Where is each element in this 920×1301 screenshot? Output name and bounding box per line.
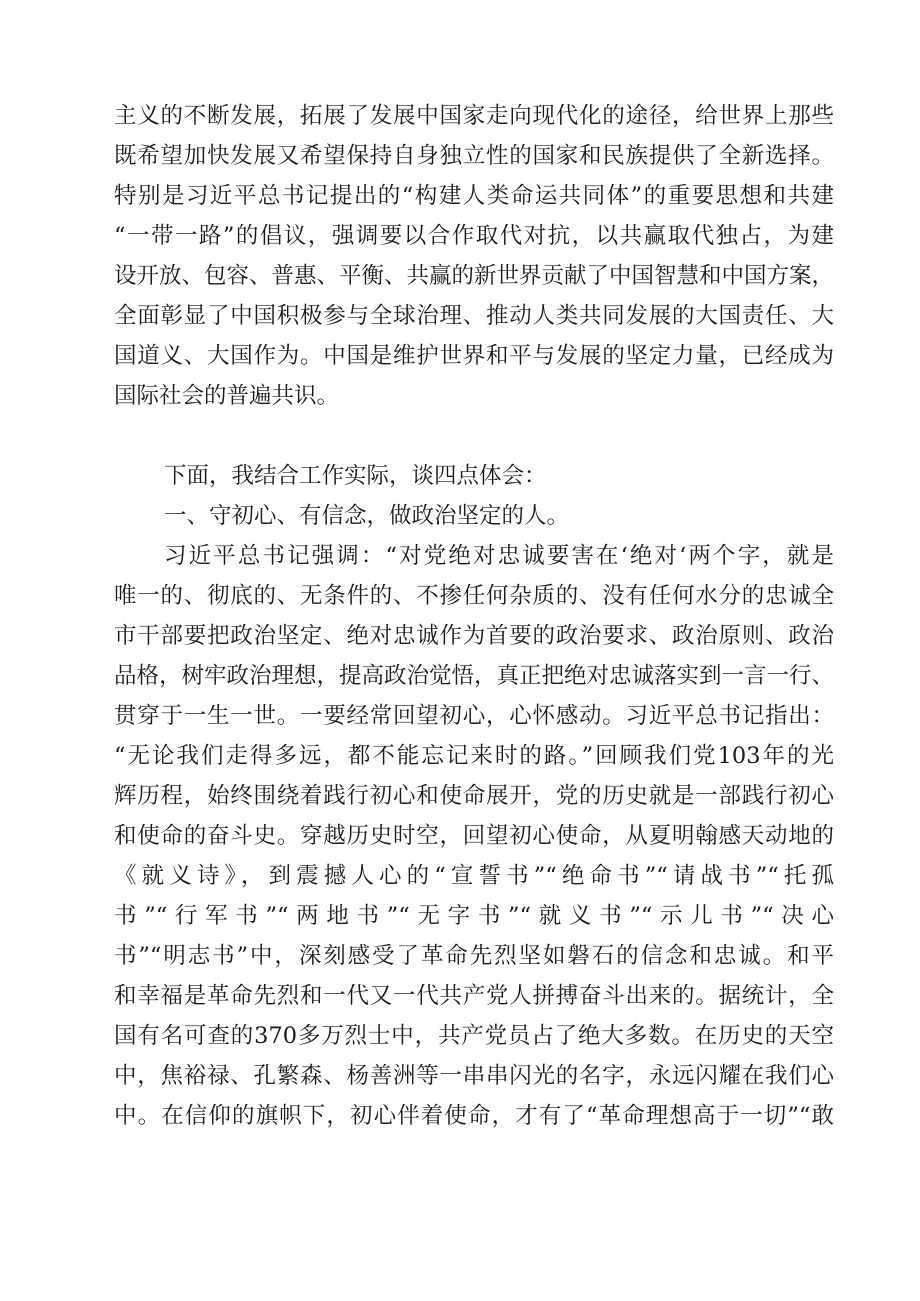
text-line: 一、守初心、有信念，做政治坚定的人。 bbox=[164, 503, 570, 529]
text-line: 国道义、大国作为。中国是维护世界和平与发展的坚定力量，已经成为 bbox=[114, 343, 834, 369]
text-line: 设开放、包容、普惠、平衡、共赢的新世界贡献了中国智慧和中国方案， bbox=[114, 263, 834, 289]
text-line: 国有名可查的370多万烈士中，共产党员占了绝大多数。在历史的天空 bbox=[114, 1023, 834, 1049]
paragraph bbox=[114, 96, 834, 416]
text-line: 中，焦裕禄、孔繁森、杨善洲等一串串闪光的名字，永远闪耀在我们心 bbox=[114, 1063, 834, 1089]
text-line: 特别是习近平总书记提出的“构建人类命运共同体”的重要思想和共建 bbox=[114, 183, 834, 209]
text-line: 习近平总书记强调：“对党绝对忠诚要害在‘绝对‘两个字，就是 bbox=[164, 543, 834, 569]
text-line: 书”“明志书”中，深刻感受了革命先烈坚如磐石的信念和忠诚。和平 bbox=[114, 943, 834, 969]
text-line: 国际社会的普遍共识。 bbox=[114, 383, 340, 409]
text-line: 书”“行军书”“两地书”“无字书”“就义书”“示儿书”“决心 bbox=[114, 903, 834, 929]
text-line: 主义的不断发展，拓展了发展中国家走向现代化的途径，给世界上那些 bbox=[114, 103, 834, 129]
text-line: 贯穿于一生一世。一要经常回望初心，心怀感动。习近平总书记指出： bbox=[114, 703, 834, 729]
text-line: “一带一路”的倡议，强调要以合作取代对抗，以共赢取代独占，为建 bbox=[114, 223, 834, 249]
text-line: “无论我们走得多远，都不能忘记来时的路。”回顾我们党103年的光 bbox=[114, 743, 834, 769]
text-line: 既希望加快发展又希望保持自身独立性的国家和民族提供了全新选择。 bbox=[114, 143, 834, 169]
text-line: 市干部要把政治坚定、绝对忠诚作为首要的政治要求、政治原则、政治 bbox=[114, 623, 834, 649]
paragraph bbox=[114, 536, 834, 1136]
text-line: 和使命的奋斗史。穿越历史时空，回望初心使命，从夏明翰感天动地的 bbox=[114, 823, 834, 849]
text-line: 品格，树牢政治理想，提高政治觉悟，真正把绝对忠诚落实到一言一行、 bbox=[114, 663, 834, 689]
text-line: 中。在信仰的旗帜下，初心伴着使命，才有了“革命理想高于一切”“敢 bbox=[114, 1103, 834, 1129]
text-line: 全面彰显了中国积极参与全球治理、推动人类共同发展的大国责任、大 bbox=[114, 303, 834, 329]
document-body bbox=[114, 96, 834, 1136]
text-line: 下面，我结合工作实际，谈四点体会： bbox=[164, 463, 547, 489]
paragraph bbox=[114, 456, 834, 496]
text-line: 辉历程，始终围绕着践行初心和使命展开，党的历史就是一部践行初心 bbox=[114, 783, 834, 809]
text-line: 《就义诗》，到震撼人心的“宣誓书”“绝命书”“请战书”“托孤 bbox=[114, 863, 834, 889]
paragraph-gap bbox=[114, 416, 834, 456]
text-line: 和幸福是革命先烈和一代又一代共产党人拼搏奋斗出来的。据统计，全 bbox=[114, 983, 834, 1009]
section-heading bbox=[114, 496, 834, 536]
text-line: 唯一的、彻底的、无条件的、不掺任何杂质的、没有任何水分的忠诚全 bbox=[114, 583, 834, 609]
